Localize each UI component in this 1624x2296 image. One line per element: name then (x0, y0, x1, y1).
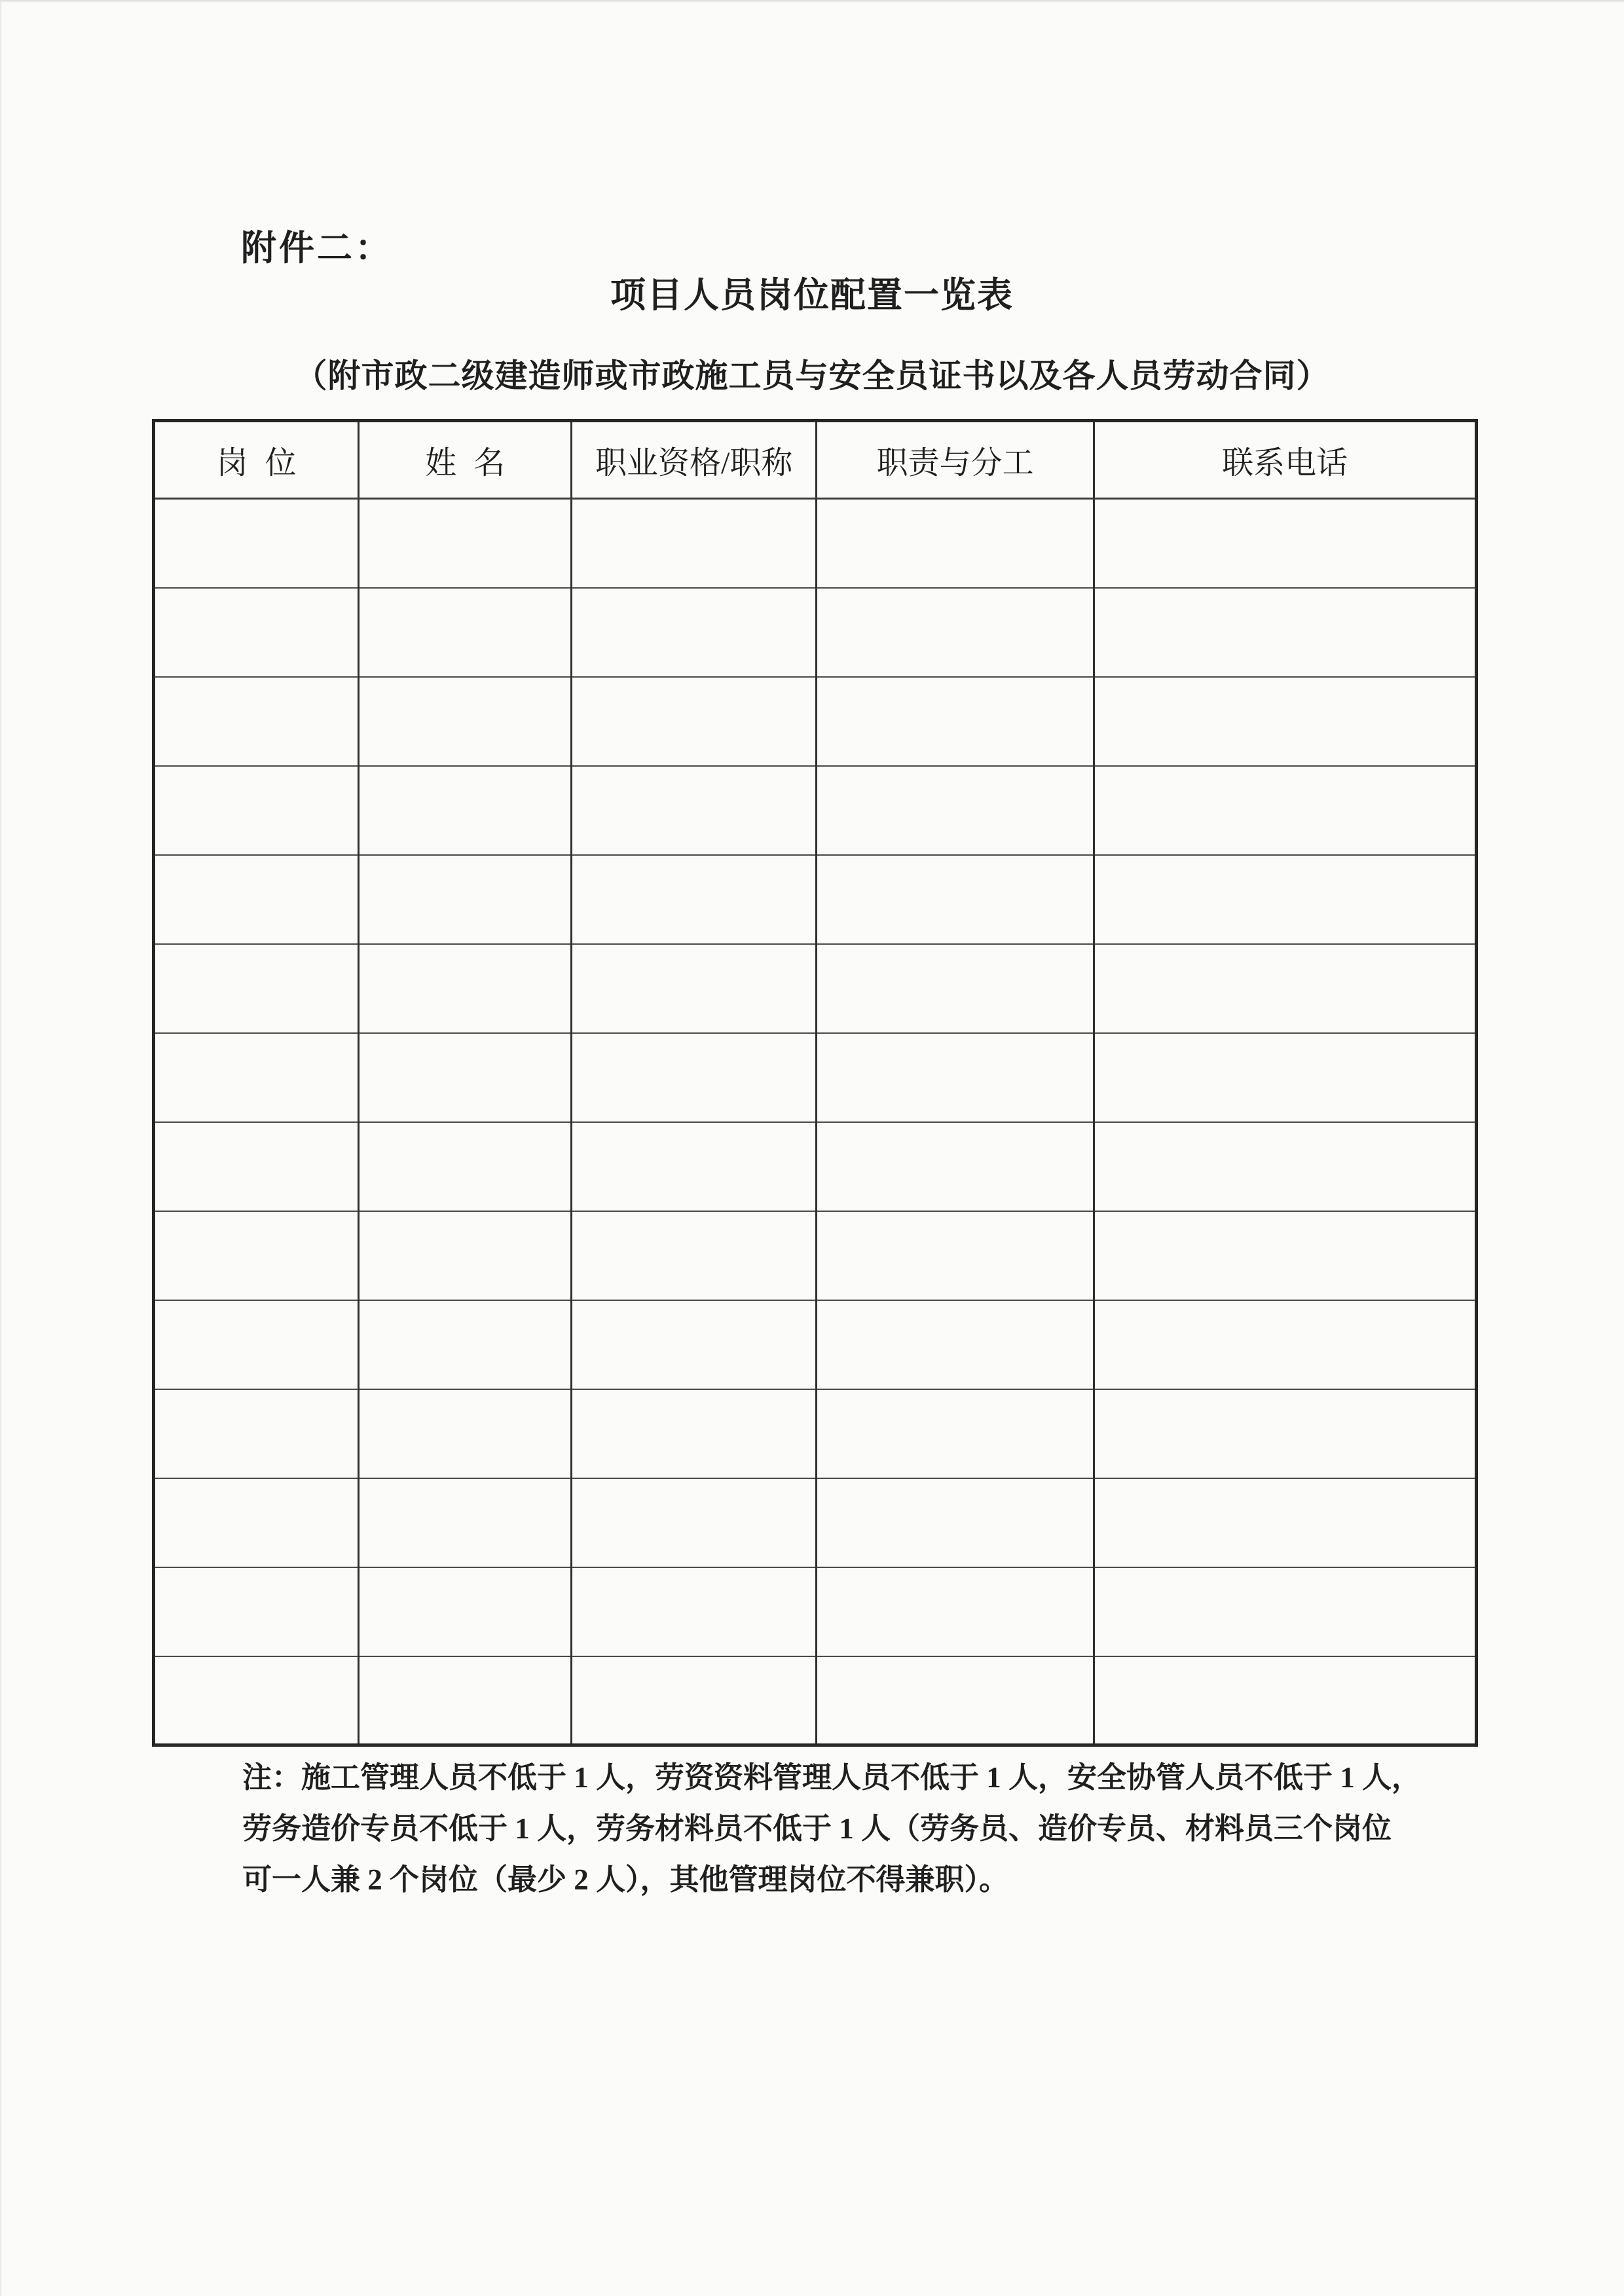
table-cell (1094, 1389, 1477, 1478)
footnote-line: 可一人兼 2 个岗位（最少 2 人），其他管理岗位不得兼职）。 (242, 1863, 1009, 1896)
table-cell (817, 944, 1094, 1033)
table-cell (359, 588, 572, 677)
table-cell (359, 1211, 572, 1300)
table-row (154, 1567, 1477, 1656)
table-cell (1094, 1211, 1477, 1300)
attachment-label: 附件二： (241, 228, 393, 268)
page-title: 项目人员岗位配置一览表 (610, 276, 1014, 315)
column-header-2: 职业资格/职称 (572, 421, 817, 499)
table-cell (359, 1300, 572, 1389)
table-row (154, 499, 1477, 588)
table-cell (154, 499, 359, 588)
table-cell (1094, 588, 1477, 677)
table-cell (154, 855, 359, 944)
table-cell (572, 944, 817, 1033)
table-cell (572, 677, 817, 766)
table-row (154, 1478, 1477, 1567)
table-cell (572, 588, 817, 677)
footnote-line: 注：施工管理人员不低于 1 人，劳资资料管理人员不低于 1 人，安全协管人员不低于 1 人， (242, 1761, 1422, 1794)
table-cell (359, 1122, 572, 1211)
column-header-0: 岗位 (154, 421, 359, 499)
table-cell (154, 944, 359, 1033)
table-cell (359, 855, 572, 944)
table-row (154, 855, 1477, 944)
table-cell (572, 1389, 817, 1478)
table-cell (359, 1478, 572, 1567)
page-subtitle: （附市政二级建造师或市政施工员与安全员证书以及各人员劳动合同） (294, 357, 1330, 394)
footnote-line: 劳务造价专员不低于 1 人，劳务材料员不低于 1 人（劳务员、造价专员、材料员三个岗位 (242, 1812, 1392, 1845)
table-cell (572, 766, 817, 855)
table-cell (817, 1389, 1094, 1478)
table-cell (1094, 766, 1477, 855)
table-cell (572, 1656, 817, 1745)
table-cell (817, 1478, 1094, 1567)
table-cell (817, 1656, 1094, 1745)
table-cell (572, 1122, 817, 1211)
table-row (154, 1656, 1477, 1745)
table-cell (817, 1567, 1094, 1656)
table-cell (572, 499, 817, 588)
table-cell (1094, 1033, 1477, 1122)
table-cell (1094, 855, 1477, 944)
column-header-1: 姓名 (359, 421, 572, 499)
table-cell (1094, 944, 1477, 1033)
table-cell (154, 677, 359, 766)
table-row (154, 1033, 1477, 1122)
table-cell (572, 1567, 817, 1656)
table-cell (1094, 1656, 1477, 1745)
table-cell (817, 499, 1094, 588)
table-cell (817, 1211, 1094, 1300)
scan-artifact-left-edge (0, 0, 2, 2296)
table-cell (1094, 1478, 1477, 1567)
table-cell (572, 1211, 817, 1300)
table-cell (359, 499, 572, 588)
column-header-3: 职责与分工 (817, 421, 1094, 499)
table-row (154, 1389, 1477, 1478)
table-cell (572, 855, 817, 944)
table-cell (154, 1033, 359, 1122)
table-cell (154, 1656, 359, 1745)
table-row (154, 766, 1477, 855)
table-cell (154, 1389, 359, 1478)
table-row (154, 1211, 1477, 1300)
table-row (154, 1122, 1477, 1211)
table-row (154, 944, 1477, 1033)
table-cell (154, 1211, 359, 1300)
table-cell (359, 677, 572, 766)
table-cell (1094, 499, 1477, 588)
table-cell (359, 944, 572, 1033)
table-cell (154, 1478, 359, 1567)
table-cell (1094, 1300, 1477, 1389)
table-cell (154, 588, 359, 677)
table-header-row (154, 421, 1477, 499)
table-cell (154, 1122, 359, 1211)
table-cell (817, 855, 1094, 944)
table-cell (154, 1567, 359, 1656)
table-cell (572, 1300, 817, 1389)
table-cell (572, 1478, 817, 1567)
table-cell (359, 1656, 572, 1745)
table-row (154, 677, 1477, 766)
table-cell (817, 1300, 1094, 1389)
table-cell (359, 1389, 572, 1478)
table-cell (817, 677, 1094, 766)
table-cell (1094, 1567, 1477, 1656)
table-cell (817, 588, 1094, 677)
column-header-4: 联系电话 (1094, 421, 1477, 499)
table-cell (359, 1567, 572, 1656)
footnote (242, 1752, 1421, 1905)
table-cell (154, 766, 359, 855)
table-row (154, 1300, 1477, 1389)
table-cell (817, 1122, 1094, 1211)
table-cell (1094, 677, 1477, 766)
table-cell (359, 1033, 572, 1122)
personnel-table (152, 419, 1478, 1747)
table-cell (1094, 1122, 1477, 1211)
table-cell (572, 1033, 817, 1122)
table-cell (817, 1033, 1094, 1122)
table-cell (359, 766, 572, 855)
table-cell (817, 766, 1094, 855)
table-cell (154, 1300, 359, 1389)
scan-artifact-top-edge (0, 0, 1624, 3)
table-row (154, 588, 1477, 677)
